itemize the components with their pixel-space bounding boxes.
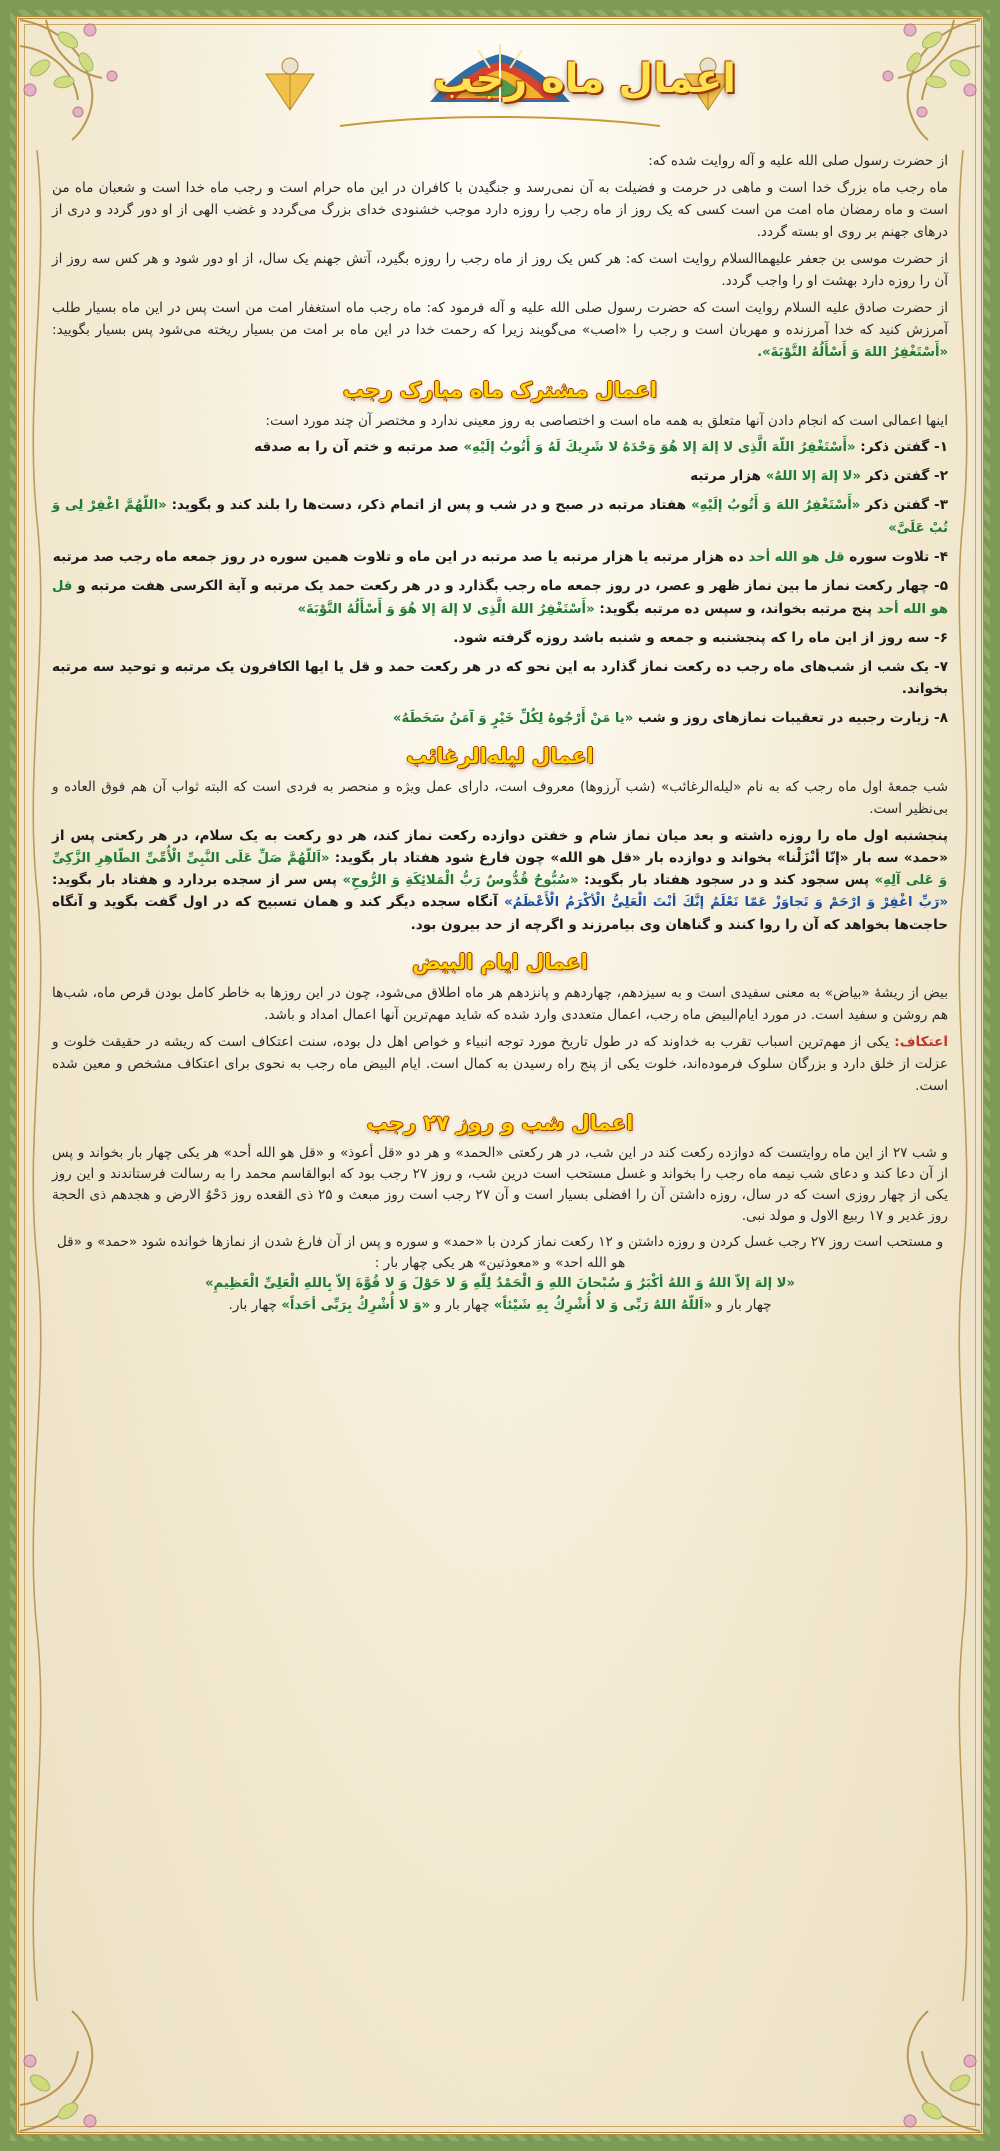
item-text: تلاوت سوره — [844, 549, 930, 566]
raghaib-arabic-2: «سُبُّوحٌ قُدُّوسٌ رَبُّ الْمَلائِكَةِ وَ الرُّوحِ» — [342, 872, 579, 888]
intro-paragraph-3-arabic: «أَسْتَغْفِرُ اللهَ وَ أَسْأَلُهُ التَّوْبَةَ». — [757, 345, 948, 361]
item-number: ۴- — [934, 549, 948, 566]
item-text: سه روز از این ماه را که پنجشنبه و جمعه و شنبه باشد روزه گرفته شود. — [453, 630, 930, 647]
item-arabic: قل هو الله أحد — [748, 550, 845, 566]
item-arabic: «لا إلهَ إلا اللهُ» — [765, 468, 862, 484]
rajab27-arabic-2: «اَللّهُ اللهُ رَبِّی وَ لا أُشْرِكُ بِهِ شَیْئاً» — [493, 1297, 713, 1313]
moshtarek-list — [52, 436, 948, 730]
item-number: ۸- — [934, 710, 948, 727]
rajab27-tail: چهار بار. — [228, 1296, 278, 1313]
list-item — [52, 656, 948, 700]
section-title-27-rajab: اعمال شب و روز ۲۷ رجب — [366, 1110, 634, 1135]
intro-paragraph-3-text: از حضرت صادق علیه السلام روایت است که حضرت رسول صلی الله علیه و آله فرمود که: ماه رجب ماه استغفار امت من است پس در این ماه بسیار طلب آمرزش کنید که خدا آمرزنده و مهربان است و رجب را «اصب» می‌گویند زیرا که رحمت خدا در این ماه بر امت من بسیار ریخته می‌شود پس بسیار بگویید: — [52, 300, 948, 339]
item-arabic: «أَسْتَغْفِرُ اللهَ وَ أَتُوبُ إلَیْهِ» — [691, 498, 861, 514]
moshtarek-lead: اینها اعمالی است که انجام دادن آنها متعلق به همه ماه است و اختصاصی به روز معینی ندارد و مختصر آن چند مورد است: — [265, 412, 948, 429]
bayz-paragraph-1: بیض از ریشهٔ «بیاض» به معنی سفیدی است و به سیزدهم، چهاردهم و پانزدهم هر ماه اطلاق می‌شود، چون در این روزها به خاطر کامل بودن قرص ماه، شب‌ها هم روشن و سفید است. در مورد ایام‌البیض ماه رجب، اعمال متعددی وارد شده که شاید مهم‌ترین آنها اعمال امداد و باشد. — [52, 984, 948, 1023]
item-number: ۳- — [934, 497, 949, 514]
item-tail: هزار مرتبه — [690, 467, 761, 484]
raghaib-tail: آنگاه سجده دیگر کند و همان تسبیح که در اول گفت بگوید و آنگاه حاجت‌ها بخواهد که آن را روا کنند و گناهان وی بیامرزند و اگرچه از حد بیرون بود. — [52, 894, 948, 933]
rajab27-mid-1: چهار بار و — [712, 1296, 772, 1313]
item-number: ۵- — [934, 578, 948, 595]
list-item — [52, 546, 948, 568]
item-text: گفتن ذکر — [861, 467, 930, 484]
page-title-banner — [230, 40, 770, 144]
raghaib-arabic-3: «رَبِّ اغْفِرْ وَ ارْحَمْ وَ تَجاوَزْ عَمّا تَعْلَمُ إنَّكَ أنْتَ الْعَلِیُّ الْأكْرَمُ الْأَعْظَمُ» — [504, 895, 948, 911]
list-item — [52, 494, 948, 539]
item-text: گفتن ذکر: — [855, 438, 930, 455]
item-arabic-2: «أَسْتَغْفِرُ اللهَ الَّذِی لا إلهَ إلا هُوَ وَ أَسْأَلُهُ التَّوْبَةَ» — [297, 601, 595, 617]
bayz-paragraph-2 — [52, 1031, 948, 1097]
intro-lead: از حضرت رسول صلی الله علیه و آله روایت شده که: — [648, 153, 948, 169]
item-arabic: قل هو الله أحد — [52, 579, 948, 617]
raghaib-p2-lead: پنجشنبه اول ماه را روزه داشته و بعد میان نماز شام و خفتن دوازده رکعت نماز کند، هر دو رکعت به یک سلام، در هر رکعتی پس از «حمد» سه بار «إنّا أنْزَلْنا» بخواند و دوازده بار «قل هو الله» چون فارغ شود هفتاد بار بگوید: — [52, 827, 949, 866]
section-title-moshtarek: اعمال مشترک ماه مبارک رجب — [342, 377, 658, 402]
rajab27-paragraph-2 — [52, 1232, 948, 1316]
item-arabic: «أَسْتَغْفِرُ اللّهَ الَّذِی لا إلهَ إلا هُوَ وَحْدَهُ لا شَرِیكَ لَهُ وَ أَتُوبُ إلَیْهِ» — [463, 439, 856, 455]
item-number: ۲- — [934, 467, 948, 484]
item-number: ۷- — [934, 659, 949, 676]
item-text: یک شب از شب‌های ماه رجب ده رکعت نماز گذارد به این نحو که در هر رکعت حمد و قل یا ایها الکافرون یک مرتبه و توحید سه مرتبه بخواند. — [52, 659, 948, 698]
bayz-block — [52, 982, 948, 1097]
rajab27-block — [52, 1143, 948, 1316]
item-text: گفتن ذکر — [860, 497, 930, 514]
raghaib-mid-1: پس سجود کند و در سجود هفتاد بار بگوید: — [578, 871, 870, 888]
raghaib-arabic-1: «اَللّهُمَّ صَلِّ عَلَی النَّبِیِّ الْأُمِّیِّ الطّاهِرِ الزَّكِیِّ وَ عَلی آلِهِ» — [52, 850, 948, 888]
item-text: چهار رکعت نماز ما بین نماز ظهر و عصر، در روز جمعه ماه رجب بگذارد و در هر رکعت حمد یک مرتبه و آیة الکرسی هفت مرتبه و — [72, 578, 930, 595]
item-tail: صد مرتبه و ختم آن را به صدقه — [254, 438, 459, 455]
intro-paragraph-2 — [52, 248, 948, 292]
intro-paragraph-3 — [52, 297, 948, 363]
bayz-label-etekaf: اعتکاف: — [894, 1033, 949, 1050]
rajab27-p2-lead: و مستحب است روز ۲۷ رجب غسل کردن و روزه داشتن و ۱۲ رکعت نماز کردن با «حمد» و سوره و پس از آن فارغ شدن از نمازها خوانده شود «حمد» و «قل هو الله احد» و «معوذتین» هر یکی چهار بار : — [56, 1234, 944, 1272]
section-title-ayyam-al-bayz: اعمال ایام البیض — [412, 949, 588, 974]
item-text: زیارت رجبیه در تعقیبات نمازهای روز و شب — [633, 710, 930, 727]
raghaib-block — [52, 776, 948, 936]
list-item — [52, 627, 948, 649]
list-item — [52, 575, 948, 620]
item-tail: پنج مرتبه بخواند، و سپس ده مرتبه بگوید: — [594, 600, 873, 617]
item-tail: هفتاد مرتبه در صبح و در شب و پس از اتمام ذکر، دست‌ها را بلند کند و بگوید: — [166, 497, 687, 514]
list-item — [52, 707, 948, 729]
list-item — [52, 465, 948, 487]
item-number: ۱- — [934, 438, 948, 455]
raghaib-mid-2: پس سر از سجده بردارد و هفتاد بار بگوید: — [52, 871, 337, 888]
item-tail: ده هزار مرتبه یا هزار مرتبه یا صد مرتبه در این ماه و تلاوت همین سوره در روز جمعه ماه رجب صد مرتبه — [52, 549, 744, 566]
rajab27-paragraph-1: و شب ۲۷ از این ماه روایتست که دوازده رکعت کند در این شب، در هر رکعتی «الحمد» و هر دو «قل أعوذ» و «قل هو الله أحد» هر یکی چهار بار بخواند و پس از آن دعا کند و دعای شب نیمه ماه رجب را بخواند و غسل مستحب است درین شب، و روز ۲۷ رجب بود که ابوالقاسم محمد را به رسالت فرستاندند و این روز یکی از چهار روزی است که در سال، روزه داشتن آن را افضلی بسیار است و آن ۲۷ رجب است روز مبعث و ۲۵ ذی القعده روز دَحْوُ الارض و هجدهم ذی الحجة روز غدیر و ۱۷ ربیع الاول و مولد نبی. — [52, 1144, 949, 1225]
item-arabic: «یا مَنْ أَرْجُوهُ لِكُلِّ خَیْرٍ وَ آمَنُ سَخَطَهُ» — [392, 711, 634, 727]
rajab27-mid-2: چهار بار و — [430, 1296, 490, 1313]
item-arabic-2: «اللّهُمَّ اغْفِرْ لِی وَ تُبْ عَلَیَّ» — [52, 498, 948, 536]
raghaib-paragraph-2 — [52, 825, 948, 936]
list-item — [52, 436, 948, 458]
rajab27-arabic-3: «وَ لا أُشْرِكُ بِرَبِّی أحَداً» — [281, 1297, 431, 1313]
intro-paragraph-2-text: از حضرت موسی بن جعفر علیهماالسلام روایت است که: هر کس یک روز از ماه رجب را روزه بگیرد، آتش جهنم یک سال، از او دور شود و هر کس سه روز از آن را روزه دارد بهشت او را واجب گردد. — [52, 251, 948, 290]
raghaib-paragraph-1: شب جمعهٔ اول ماه رجب که به نام «لیله‌الرغائب» (شب آرزوها) معروف است، دارای عمل ویژه و منحصر به فردی است که البته ثواب آن هم فوق العاده و بی‌نظیر است. — [52, 778, 948, 817]
bayz-paragraph-2-text: یکی از مهم‌ترین اسباب تقرب به خداوند که در طول تاریخ مورد توجه انبیاء و خواص اهل دل بوده، سنت اعتکاف است که ریشه در حقیقت خلوت و عزلت از خلق دارد و بزرگان سلوک فرموده‌اند، خلوت یکی از پنج راه رسیدن به کمال است. ایام البیض ماه رجب به نحوی برای اعتکاف مشخص و معین شده است. — [52, 1033, 948, 1094]
rajab27-arabic-1: «لا إلهَ إلاّ اللهُ وَ اللهُ أكْبَرُ وَ سُبْحانَ اللهِ وَ الْحَمْدُ لِلّهِ وَ لا حَوْلَ وَ لا قُوَّةَ إلاّ بِاللهِ الْعَلِیِّ الْعَظِیمِ» — [204, 1276, 796, 1292]
item-number: ۶- — [934, 630, 948, 647]
section-title-raghaib: اعمال لیله‌الرغائب — [406, 743, 594, 768]
intro-paragraph-1: ماه رجب ماه بزرگ خدا است و ماهی در حرمت و فضیلت به آن نمی‌رسد و جنگیدن با کافران در این ماه حرام است و رجب ماه خدا است و شعبان ماه من است و ماه رمضان ماه امت من است کسی که یک روز از ماه رجب را روزه دارد موجب خشنودی خدای بزرگ می‌گردد و غضب الهی از او دور گردد و دری از درهای جهنم بر روی او بسته گردد. — [52, 180, 948, 241]
page-title: اعمال ماه رجب — [432, 56, 736, 102]
intro-block — [52, 150, 948, 364]
